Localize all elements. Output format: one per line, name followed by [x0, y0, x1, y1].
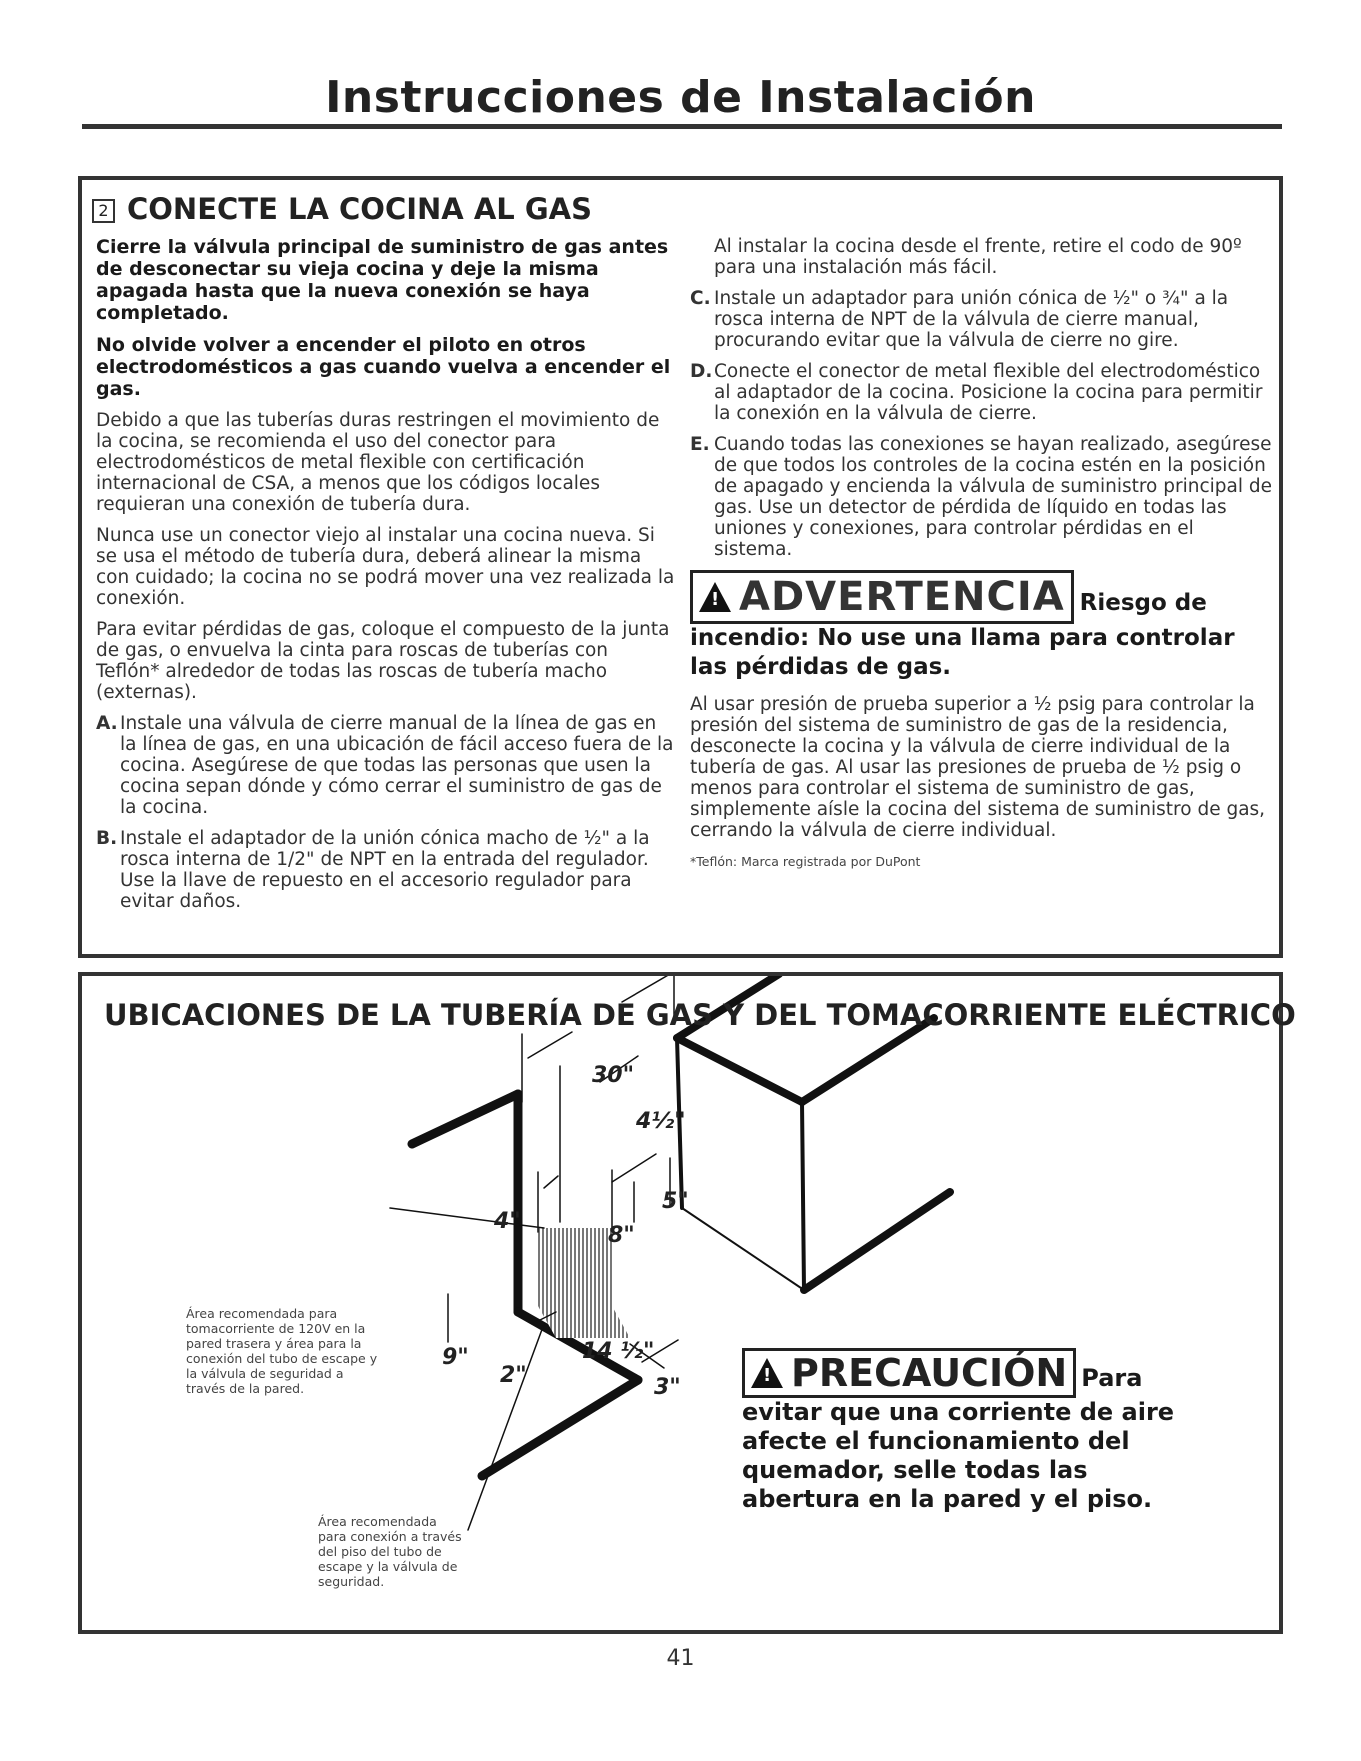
- back-wall-diagonal: [412, 1094, 518, 1144]
- step-a: [96, 713, 676, 818]
- range-front-edge: [802, 1102, 804, 1290]
- dim-9-label: 9": [442, 1345, 469, 1370]
- dim-5-label: 5": [662, 1189, 689, 1214]
- caution-triangle-icon: [751, 1358, 783, 1388]
- step-a-text: Instale una válvula de cierre manual de la línea de gas en la línea de gas, en una ubicación de fácil acceso fuera de la cocina. Asegúrese de que todas las personas que usen la cocina sepan dónde y cómo cerrar el suministro de gas de la cocina.: [120, 713, 674, 818]
- installation-diagram: [82, 976, 1279, 1630]
- warning-label: ADVERTENCIA: [739, 574, 1065, 620]
- paragraph-1: Debido a que las tuberías duras restringen el movimiento de la cocina, se recomienda el uso del conector para electrodomésticos de metal flexible con certificación internacional de CSA, a menos que los códigos locales requieran una conexión de tubería dura.: [96, 410, 660, 515]
- step-d-letter: D.: [690, 361, 713, 382]
- step-e: [690, 434, 1275, 560]
- caution-label: PRECAUCIÓN: [791, 1351, 1068, 1395]
- range-bottom-right: [804, 1192, 950, 1290]
- step-e-text: Cuando todas las conexiones se hayan realizado, asegúrese de que todos los controles de la cocina estén en la posición de apagado y encienda la válvula de suministro principal de gas. Use un detector de pérdida de líquido en todas las uniones y conexiones, para controlar pérdidas en el sistema.: [714, 434, 1273, 560]
- warning-lead: Riesgo de: [1079, 590, 1207, 616]
- dim-30-label: 30": [592, 1063, 635, 1088]
- dim-8-label: 8": [608, 1223, 635, 1248]
- dim-5-leader: [612, 1154, 656, 1182]
- page-number: 41: [666, 1646, 695, 1671]
- paragraph-3: Para evitar pérdidas de gas, coloque el compuesto de la junta de gas, o envuelva la cinta para roscas de tuberías con Teflón* alrededor de todas las roscas de tubería macho (externas).: [96, 619, 670, 703]
- step-b-continued: Al instalar la cocina desde el frente, retire el codo de 90º para una instalación más fácil.: [714, 236, 1242, 278]
- caution-lead: Para: [1081, 1364, 1143, 1392]
- section-heading-text: CONECTE LA COCINA AL GAS: [127, 192, 592, 226]
- location-diagram-section: [78, 972, 1296, 1634]
- bold-intro-2: No olvide volver a encender el piloto en otros electrodomésticos a gas cuando vuelva a encender el gas.: [96, 334, 671, 400]
- wall-area-note: Área recomendada para tomacorriente de 120V en la pared trasera y área para la conexión del tubo de escape y la válvula de seguridad a través de la pared.: [186, 1306, 378, 1396]
- caution-block: [742, 1348, 1212, 1514]
- dim-4-label: 4": [494, 1209, 521, 1234]
- step-c: [690, 288, 1275, 351]
- floor-area-note: Área recomendada para conexión a través del piso del tubo de escape y la válvula de seguridad.: [318, 1514, 462, 1589]
- step-c-text: Instale un adaptador para unión cónica de ½" o ¾" a la rosca interna de NPT de la válvula de cierre manual, procurando evitar que la válvula de cierre no gire.: [714, 288, 1229, 351]
- step-b: [96, 828, 676, 912]
- step-d: [690, 361, 1275, 424]
- dim-4-arrow: [544, 1176, 558, 1188]
- step-d-text: Conecte el conector de metal flexible del electrodoméstico al adaptador de la cocina. Posicione la cocina para permitir la conexión en la válvula de cierre.: [714, 361, 1263, 424]
- dim-2-label: 2": [500, 1363, 527, 1388]
- dim-3-label: 3": [654, 1375, 681, 1400]
- caution-text: evitar que una corriente de aire afecte el funcionamiento del quemador, selle todas las abertura en la pared y el piso.: [742, 1398, 1175, 1513]
- page-title: Instrucciones de Instalación: [325, 72, 1036, 123]
- warning-headline: incendio: No use una llama para controlar las pérdidas de gas.: [690, 625, 1235, 680]
- warning-label-box: [690, 570, 1074, 624]
- dim-14half-label: 14 ½": [582, 1339, 655, 1364]
- section-heading: [92, 192, 592, 226]
- gas-connection-section: [78, 176, 1283, 958]
- hatched-wall-area: [538, 1228, 612, 1306]
- warning-triangle-icon: [699, 582, 731, 612]
- paragraph-2: Nunca use un conector viejo al instalar una cocina nueva. Si se usa el método de tubería dura, deberá alinear la misma con cuidado; la cocina no se podrá mover una vez realizada la conexión.: [96, 525, 675, 609]
- step-e-letter: E.: [690, 434, 710, 455]
- bold-intro-1: Cierre la válvula principal de suministro de gas antes de desconectar su vieja cocina y deje la misma apagada hasta que la nueva conexión se haya completado.: [96, 236, 669, 324]
- warning-block: [690, 570, 1275, 682]
- caution-label-box: [742, 1348, 1076, 1398]
- range-bottom-left: [682, 1208, 804, 1290]
- step-b-letter: B.: [96, 828, 118, 849]
- right-column: [690, 236, 1275, 872]
- dim-30-arrow-left: [528, 1032, 572, 1058]
- left-column: [96, 236, 676, 922]
- step-a-letter: A.: [96, 713, 118, 734]
- dim-4half-label: 4½": [636, 1109, 686, 1134]
- step-number-box: 2: [92, 199, 115, 223]
- warning-paragraph: Al usar presión de prueba superior a ½ psig para controlar la presión del sistema de suministro de gas de la residencia, desconecte la cocina y la válvula de cierre individual de la tubería de gas. Al usar las presiones de prueba de ½ psig o menos para controlar el sistema de suministro de gas, simplemente aísle la cocina del sistema de suministro de gas, cerrando la válvula de cierre individual.: [690, 694, 1266, 841]
- section-heading-locations: UBICACIONES DE LA TUBERÍA DE GAS Y DEL TOMACORRIENTE ELÉCTRICO: [104, 998, 1296, 1032]
- step-c-letter: C.: [690, 288, 711, 309]
- note-floor-leader: [468, 1324, 544, 1530]
- title-rule: [82, 124, 1282, 129]
- range-top-left: [677, 1038, 802, 1102]
- teflon-footnote: *Teflón: Marca registrada por DuPont: [690, 854, 921, 869]
- step-b-text: Instale el adaptador de la unión cónica macho de ½" a la rosca interna de 1/2" de NPT en la entrada del regulador. Use la llave de repuesto en el accesorio regulador para evitar daños.: [120, 828, 650, 912]
